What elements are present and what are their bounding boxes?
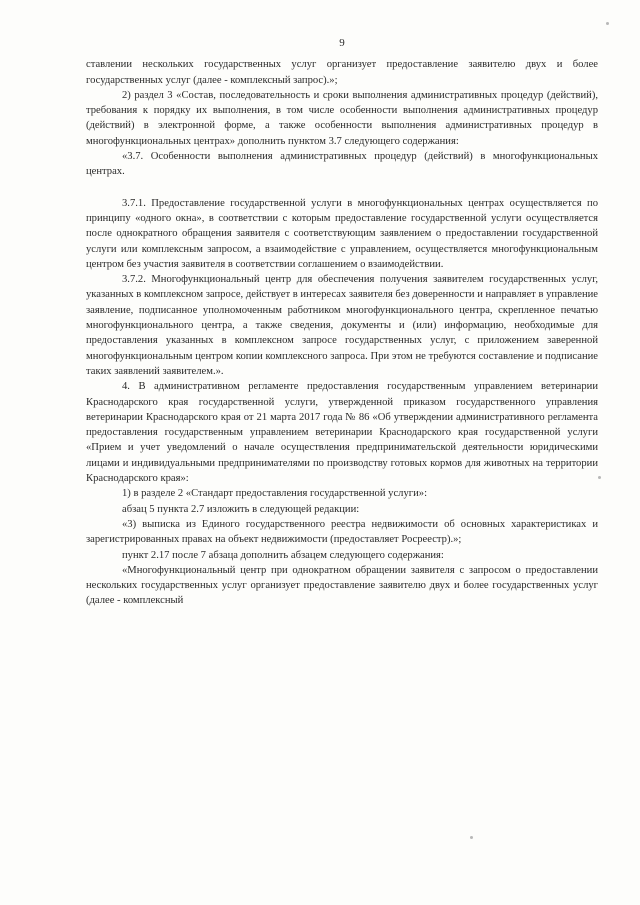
scan-speck: [598, 476, 601, 479]
paragraph-mfc-quote: «Многофункциональный центр при однократном обращении заявителя с запросом о предоставлении нескольких государственных услуг организует предоставление заявителю двух и более государственных услуг (далее - комплексный: [86, 564, 598, 607]
scan-speck: [470, 836, 473, 839]
page-number: 9: [339, 37, 345, 49]
paragraph-abzac-5: абзац 5 пункта 2.7 изложить в следующей редакции:: [122, 503, 360, 515]
paragraph-3-7-heading: «3.7. Особенности выполнения административных процедур (действий) в многофункциональных центрах.: [86, 151, 598, 178]
paragraph-point-2-17: пункт 2.17 после 7 абзаца дополнить абзацем следующего содержания:: [122, 549, 444, 561]
paragraph-continuation: ставлении нескольких государственных услуг организует предоставление заявителю двух и более государственных услуг (далее - комплексный запрос).»;: [86, 59, 598, 86]
paragraph-section-2: 1) в разделе 2 «Стандарт предоставления государственной услуги»:: [122, 488, 428, 500]
scan-speck: [606, 22, 609, 25]
paragraph-3-7-1: 3.7.1. Предоставление государственной услуги в многофункциональных центрах осуществляется по принципу «одного окна», в соответствии с которым предоставление государственной услуги осуществляется после однократного обращения заявителя с соответствующим заявлением о предоставлении государственной услуги или комплексным запросом, а взаимодействие с управлением, осуществляется многофункциональным центром без участия заявителя в соответствии соглашением о взаимодействии.: [86, 197, 598, 270]
paragraph-extract: «3) выписка из Единого государственного реестра недвижимости об основных характеристиках и зарегистрированных правах на объект недвижимости (предоставляет Росреестр).»;: [86, 518, 598, 546]
paragraph-3-7-2: 3.7.2. Многофункциональный центр для обеспечения получения заявителем государственных услуг, указанных в комплексном запросе, действует в интересах заявителя без доверенности и направляет в управление заявление, подписанное уполномоченным работником многофункционального центра, скрепленное печатью многофункционального центра, а также сведения, документы и (или) информацию, необходимые для предоставления указанных в комплексном запросе государственных услуг, с приложением заверенной многофункциональным центром копии комплексного запроса. При этом не требуются составление и подписание таких заявлений заявителем.».: [86, 274, 598, 377]
paragraph-section-3: 2) раздел 3 «Состав, последовательность и сроки выполнения административных процедур (действий), требования к порядку их выполнения, в том числе особенности выполнения административных процедур (действий) в электронной форме, а также особенности выполнения административных процедур в многофункциональных центрах» дополнить пунктом 3.7 следующего содержания:: [86, 89, 598, 147]
paragraph-item-4: 4. В административном регламенте предоставления государственным управлением ветеринарии Краснодарского края государственной услуги, утвержденной приказом государственного управления ветеринарии Краснодарского края от 21 марта 2017 года № 86 «Об утверждении административного регламента предоставления государственным управлением ветеринарии Краснодарского края государственной услуги «Прием и учет уведомлений о начале осуществления предпринимательской деятельности юридическими лицами и индивидуальными предпринимателями по производству готовых кормов для животных на территории Краснодарского края»:: [86, 381, 598, 485]
